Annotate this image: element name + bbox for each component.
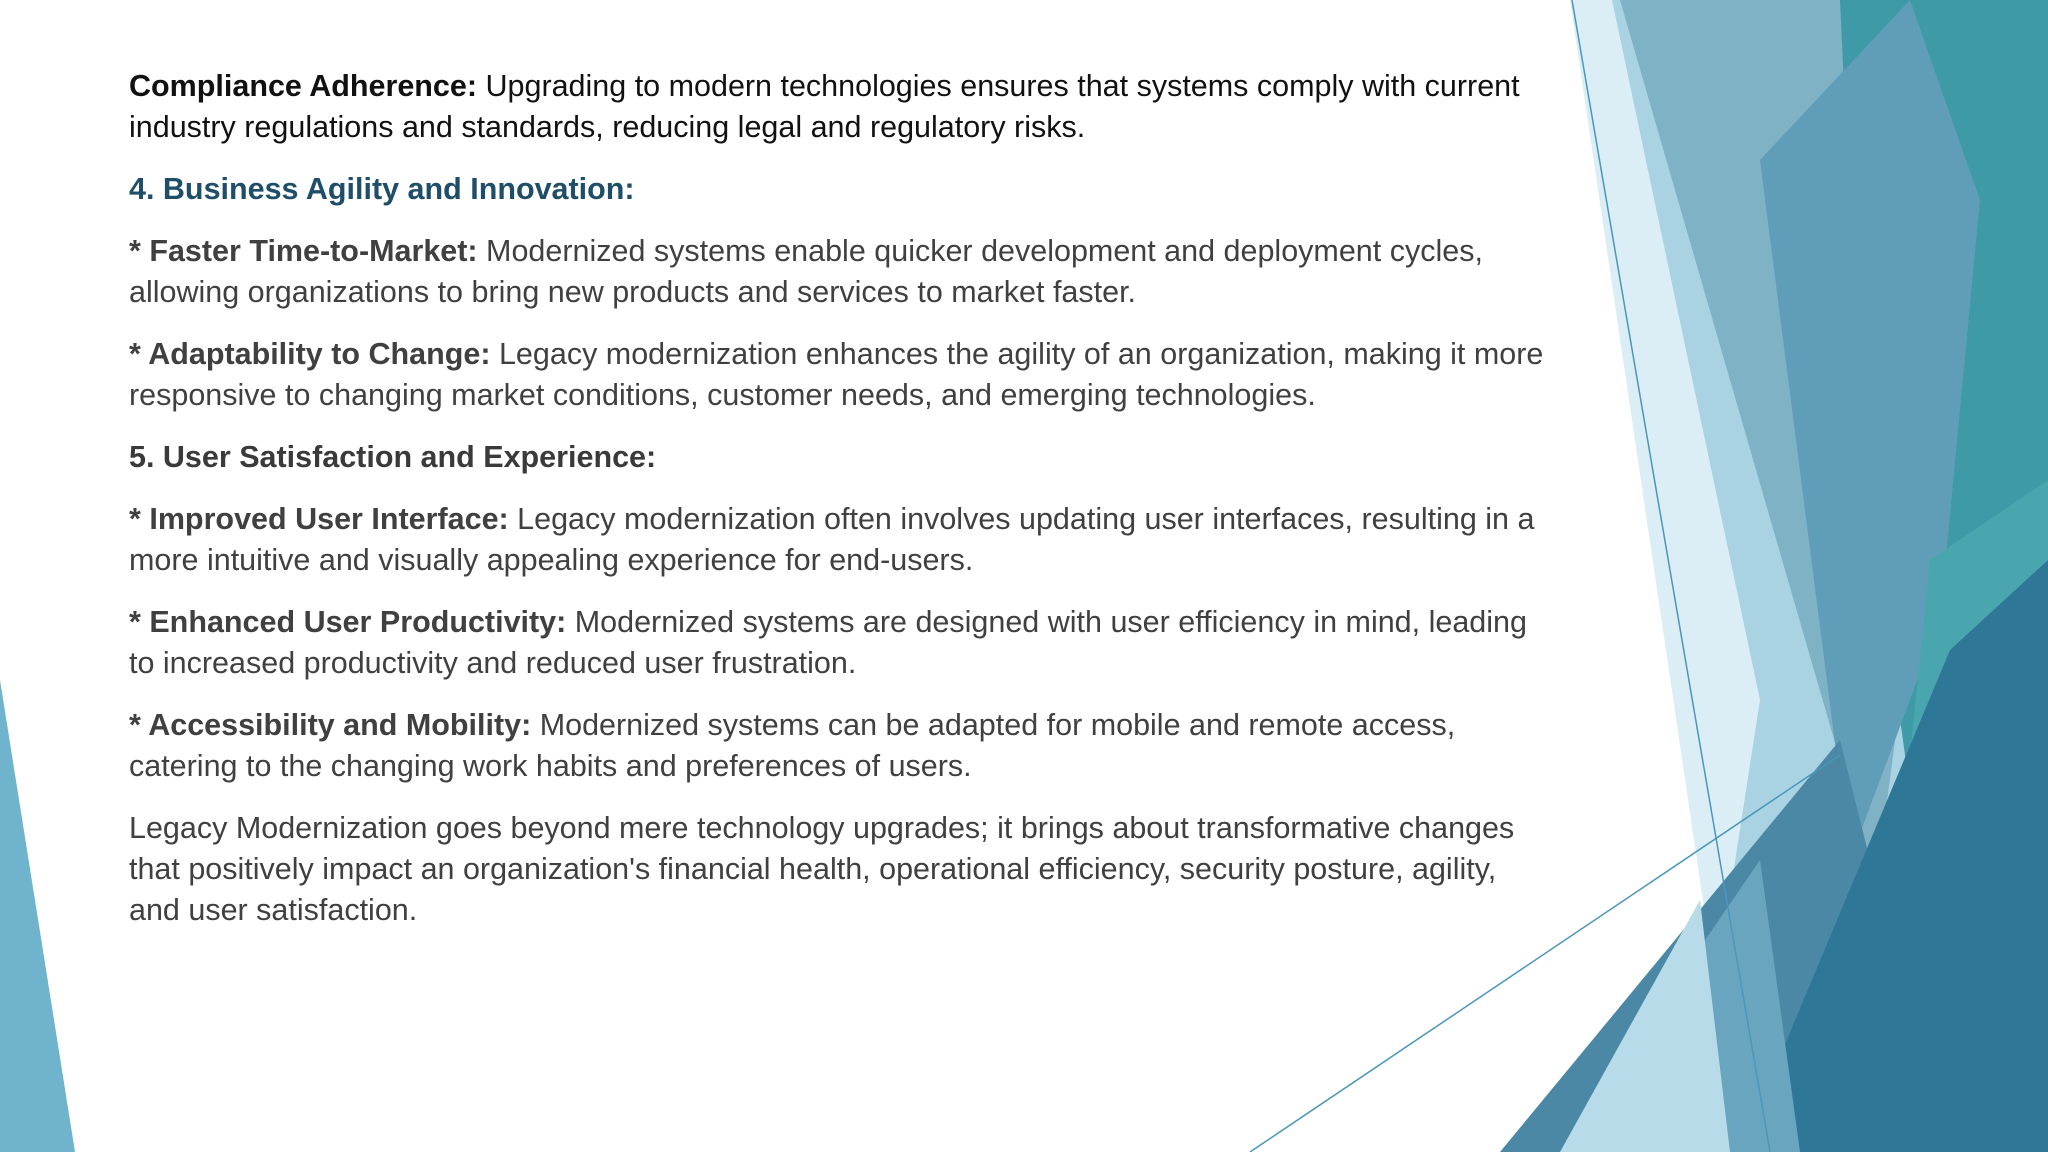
paragraph-accessibility xyxy=(129,705,1549,787)
paragraph-time-to-market xyxy=(129,231,1549,313)
label-enhanced-user-productivity: * Enhanced User Productivity: xyxy=(129,605,567,639)
label-faster-time-to-market: * Faster Time-to-Market: xyxy=(129,234,478,268)
text-adaptability-to-change: Legacy modernization enhances the agility of an organization, making it more responsive to changing market conditions, customer needs, and emerging technologies. xyxy=(129,337,1544,412)
text-accessibility-and-mobility: Modernized systems can be adapted for mobile and remote access, catering to the changing work habits and preferences of users. xyxy=(129,708,1456,783)
text-faster-time-to-market: Modernized systems enable quicker development and deployment cycles, allowing organizations to bring new products and services to market faster. xyxy=(129,234,1483,309)
paragraph-productivity xyxy=(129,602,1549,684)
paragraph-adaptability xyxy=(129,334,1549,416)
label-compliance-adherence: Compliance Adherence: xyxy=(129,69,478,103)
label-accessibility-and-mobility: * Accessibility and Mobility: xyxy=(129,708,532,742)
paragraph-conclusion: Legacy Modernization goes beyond mere technology upgrades; it brings about transformative changes that positively impact an organization's financial health, operational efficiency, security posture, agility, and user satisfaction. xyxy=(129,811,1515,927)
slide-body-text xyxy=(129,66,1549,952)
text-enhanced-user-productivity: Modernized systems are designed with user efficiency in mind, leading to increased productivity and reduced user frustration. xyxy=(129,605,1527,680)
section-heading-user-satisfaction: 5. User Satisfaction and Experience: xyxy=(129,440,657,474)
section-heading-business-agility: 4. Business Agility and Innovation: xyxy=(129,172,635,206)
text-improved-user-interface: Legacy modernization often involves updating user interfaces, resulting in a more intuitive and visually appealing experience for end-users. xyxy=(129,502,1535,577)
left-accent-shape xyxy=(0,680,75,1152)
label-improved-user-interface: * Improved User Interface: xyxy=(129,502,509,536)
paragraph-compliance xyxy=(129,66,1549,148)
text-compliance-adherence: Upgrading to modern technologies ensures that systems comply with current industry regulations and standards, reducing legal and regulatory risks. xyxy=(129,69,1520,144)
paragraph-user-interface xyxy=(129,499,1549,581)
label-adaptability-to-change: * Adaptability to Change: xyxy=(129,337,491,371)
